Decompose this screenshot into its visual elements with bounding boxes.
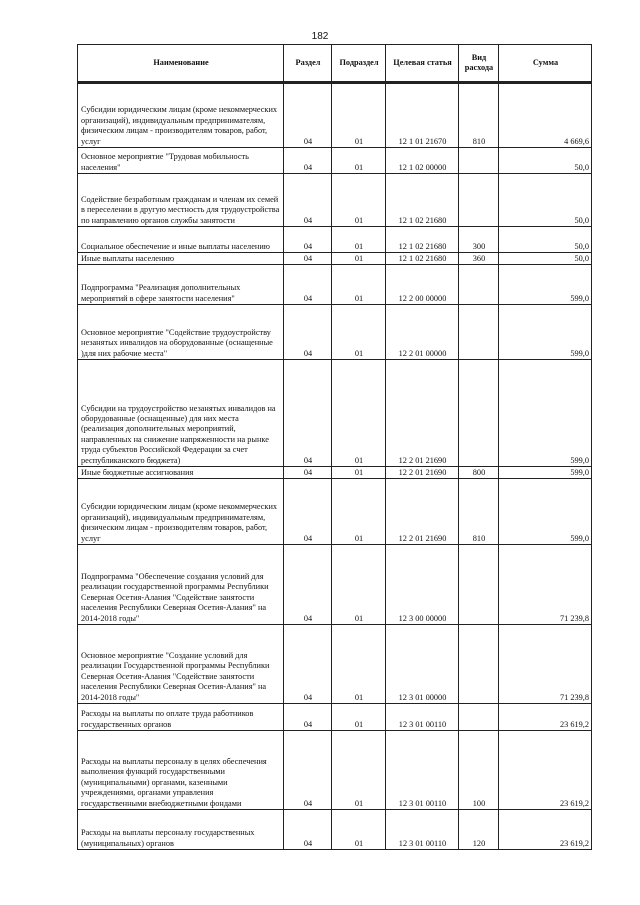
row-subsection: 01 (332, 467, 386, 479)
row-sum: 50,0 (499, 148, 592, 174)
row-name: Подпрограмма "Реализация дополнительных мероприятий в сфере занятости населения" (78, 265, 284, 305)
row-subsection: 01 (332, 265, 386, 305)
row-expense (459, 174, 499, 227)
row-target: 12 2 00 00000 (386, 265, 459, 305)
row-expense: 810 (459, 479, 499, 545)
row-target: 12 2 01 21690 (386, 360, 459, 467)
header-subsection: Подраздел (332, 45, 386, 83)
row-name: Иные бюджетные ассигнования (78, 467, 284, 479)
table-header-row (78, 45, 592, 83)
header-sum: Сумма (499, 45, 592, 83)
row-section: 04 (284, 148, 332, 174)
table-row (78, 467, 592, 479)
row-sum: 50,0 (499, 174, 592, 227)
row-name: Содействие безработным гражданам и членам их семей в переселении в другую местность для трудоустройства по направлению органов службы занятости (78, 174, 284, 227)
table-row (78, 305, 592, 360)
row-expense: 300 (459, 227, 499, 253)
row-section: 04 (284, 810, 332, 850)
table-row (78, 731, 592, 810)
header-section: Раздел (284, 45, 332, 83)
row-section: 04 (284, 479, 332, 545)
row-section: 04 (284, 625, 332, 704)
row-sum: 23 619,2 (499, 731, 592, 810)
row-target: 12 2 01 00000 (386, 305, 459, 360)
header-name: Наименование (78, 45, 284, 83)
row-section: 04 (284, 360, 332, 467)
row-target: 12 1 02 21680 (386, 227, 459, 253)
row-sum: 599,0 (499, 360, 592, 467)
table-row (78, 545, 592, 625)
row-subsection: 01 (332, 305, 386, 360)
table-row (78, 810, 592, 850)
row-target: 12 1 02 21680 (386, 253, 459, 265)
row-sum: 599,0 (499, 467, 592, 479)
row-name: Расходы на выплаты персоналу государственных (муниципальных) органов (78, 810, 284, 850)
row-subsection: 01 (332, 83, 386, 148)
row-target: 12 2 01 21690 (386, 479, 459, 545)
row-sum: 23 619,2 (499, 810, 592, 850)
row-expense (459, 545, 499, 625)
row-target: 12 1 01 21670 (386, 83, 459, 148)
row-subsection: 01 (332, 704, 386, 731)
row-target: 12 2 01 21690 (386, 467, 459, 479)
row-sum: 71 239,8 (499, 625, 592, 704)
row-expense: 100 (459, 731, 499, 810)
row-expense (459, 148, 499, 174)
row-subsection: 01 (332, 253, 386, 265)
row-subsection: 01 (332, 174, 386, 227)
table-row (78, 704, 592, 731)
row-section: 04 (284, 545, 332, 625)
row-sum: 50,0 (499, 253, 592, 265)
row-name: Иные выплаты населению (78, 253, 284, 265)
row-subsection: 01 (332, 227, 386, 253)
row-target: 12 3 01 00110 (386, 810, 459, 850)
header-expense: Вид расхода (459, 45, 499, 83)
row-name: Основное мероприятие "Содействие трудоустройству незанятых инвалидов на оборудованные (оснащенные )для них рабочие места" (78, 305, 284, 360)
row-subsection: 01 (332, 810, 386, 850)
row-target: 12 1 02 00000 (386, 148, 459, 174)
row-section: 04 (284, 265, 332, 305)
row-subsection: 01 (332, 731, 386, 810)
row-target: 12 3 01 00000 (386, 625, 459, 704)
row-section: 04 (284, 83, 332, 148)
table-row (78, 625, 592, 704)
table-row (78, 265, 592, 305)
row-expense: 800 (459, 467, 499, 479)
row-name: Социальное обеспечение и иные выплаты населению (78, 227, 284, 253)
table-row (78, 83, 592, 148)
table-row (78, 253, 592, 265)
row-section: 04 (284, 467, 332, 479)
row-name: Субсидии юридическим лицам (кроме некоммерческих организаций), индивидуальным предпринимателям, физическим лицам - производителям товаров, работ, услуг (78, 479, 284, 545)
row-expense (459, 704, 499, 731)
row-expense: 120 (459, 810, 499, 850)
row-section: 04 (284, 253, 332, 265)
table-row (78, 360, 592, 467)
row-section: 04 (284, 227, 332, 253)
row-name: Основное мероприятие "Создание условий для реализации Государственной программы Республики Северная Осетия-Алания "Содействие занятости населения Республики Северная Осетия-Алания" на 2014-2018 годы" (78, 625, 284, 704)
row-subsection: 01 (332, 625, 386, 704)
row-target: 12 3 01 00110 (386, 704, 459, 731)
row-expense: 360 (459, 253, 499, 265)
budget-table (77, 44, 592, 850)
row-section: 04 (284, 731, 332, 810)
row-section: 04 (284, 305, 332, 360)
row-expense (459, 625, 499, 704)
row-name: Расходы на выплаты по оплате труда работников государственных органов (78, 704, 284, 731)
row-name: Основное мероприятие "Трудовая мобильность населения" (78, 148, 284, 174)
row-target: 12 3 00 00000 (386, 545, 459, 625)
table-row (78, 227, 592, 253)
row-sum: 4 669,6 (499, 83, 592, 148)
row-name: Субсидии юридическим лицам (кроме некоммерческих организаций), индивидуальным предпринимателям, физическим лицам - производителям товаров, работ, услуг (78, 83, 284, 148)
row-sum: 23 619,2 (499, 704, 592, 731)
table-row (78, 174, 592, 227)
row-expense (459, 360, 499, 467)
row-expense: 810 (459, 83, 499, 148)
row-subsection: 01 (332, 360, 386, 467)
row-target: 12 1 02 21680 (386, 174, 459, 227)
row-name: Подпрограмма "Обеспечение создания условий для реализации государственной программы Республики Северная Осетия-Алания "Содействие занятости населения Республики Северная Осетия-Алания" на 2014-2018 годы" (78, 545, 284, 625)
row-sum: 71 239,8 (499, 545, 592, 625)
row-subsection: 01 (332, 545, 386, 625)
row-target: 12 3 01 00110 (386, 731, 459, 810)
row-sum: 599,0 (499, 265, 592, 305)
row-section: 04 (284, 174, 332, 227)
row-sum: 50,0 (499, 227, 592, 253)
table-row (78, 148, 592, 174)
row-name: Субсидии на трудоустройство незанятых инвалидов на оборудованные (оснащенные) для них места (реализация дополнительных мероприятий, направленных на снижение напряженности на рынке труда субъектов Российской Федерации за счет республиканского бюджета) (78, 360, 284, 467)
row-sum: 599,0 (499, 479, 592, 545)
row-subsection: 01 (332, 148, 386, 174)
row-expense (459, 265, 499, 305)
table-row (78, 479, 592, 545)
page-number: 182 (311, 31, 329, 42)
row-sum: 599,0 (499, 305, 592, 360)
row-subsection: 01 (332, 479, 386, 545)
row-expense (459, 305, 499, 360)
header-target: Целевая статья (386, 45, 459, 83)
row-section: 04 (284, 704, 332, 731)
row-name: Расходы на выплаты персоналу в целях обеспечения выполнения функций государственными (муниципальными) органами, казенными учреждениями, органами управления государственными внебюджетными фондами (78, 731, 284, 810)
